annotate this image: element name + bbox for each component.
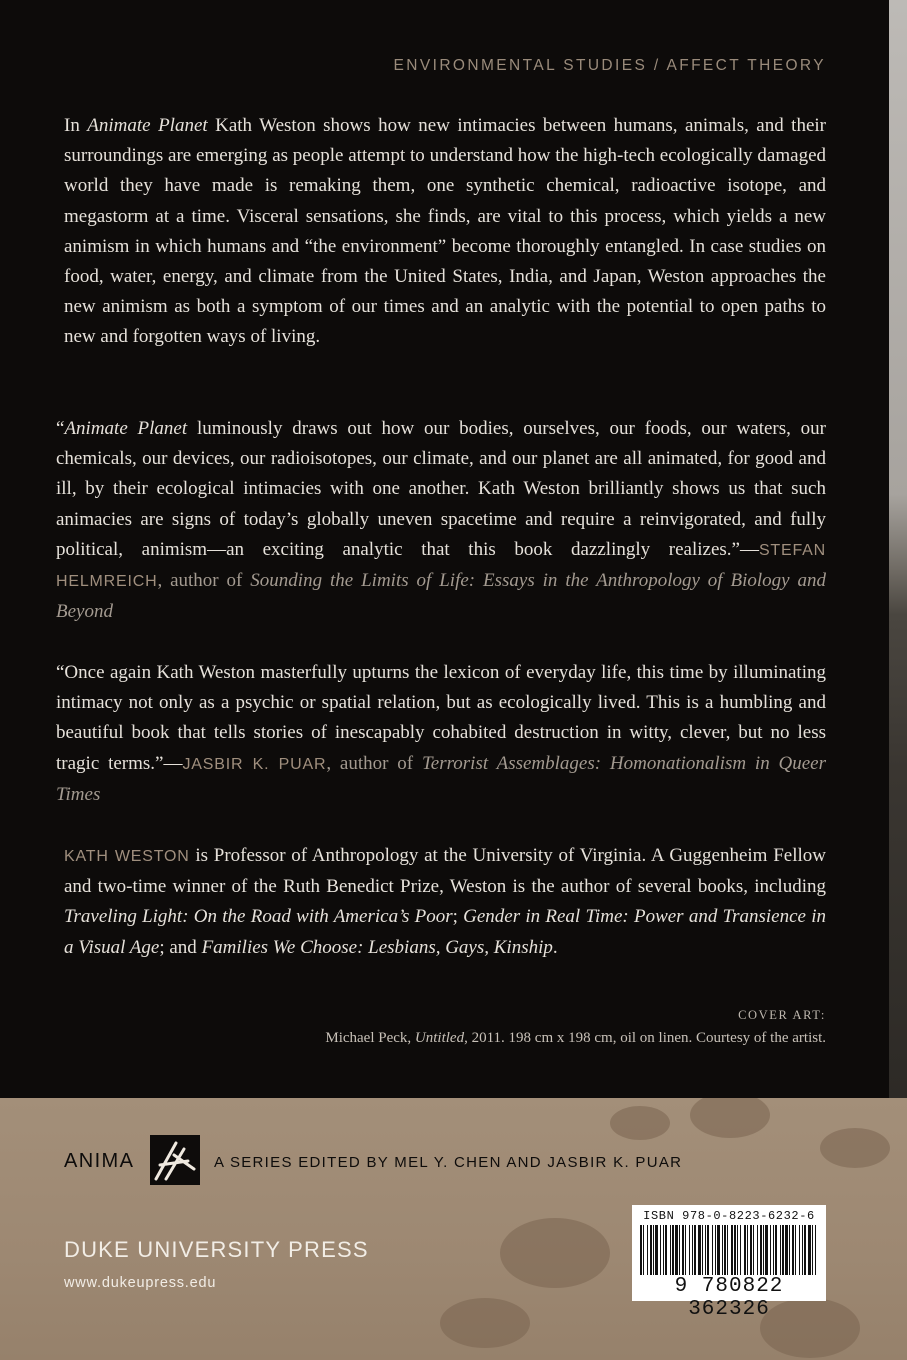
series-name: ANIMA xyxy=(64,1150,135,1172)
book-description xyxy=(64,111,826,353)
book-title: Animate Planet xyxy=(64,418,188,439)
bio-text: ; xyxy=(452,906,464,928)
quote-text: “Once again Kath Weston masterfully upturns the lexicon of everyday life, this time by illuminating intimacy not only as a psychic or spatial relation, but as ecologically lived. This is a humbling and beautiful book that tells stories of inescapably cohabited destruction in witty, clever, but no less tragic terms.”— xyxy=(56,662,826,774)
bio-text: ; and xyxy=(159,936,202,958)
bird-decoration xyxy=(500,1218,610,1288)
isbn-number: ISBN 978-0-8223-6232-6 xyxy=(643,1209,815,1223)
endorser-affiliation: , author of xyxy=(326,752,422,774)
endorser-name: STEFAN HELMREICH xyxy=(56,541,826,591)
endorser-affiliation: , author of xyxy=(157,570,251,592)
credit-text: Michael Peck, xyxy=(325,1030,415,1046)
series-editors: A SERIES EDITED BY MEL Y. CHEN AND JASBIR K. PUAR xyxy=(214,1154,683,1171)
subject-category: ENVIRONMENTAL STUDIES / AFFECT THEORY xyxy=(393,57,826,74)
endorsement-quote xyxy=(56,658,826,810)
bio-text: . xyxy=(552,936,558,958)
ean-number: 9 780822 362326 xyxy=(674,1275,784,1321)
author-bio xyxy=(64,841,826,963)
bio-text: is Professor of Anthropology at the University of Virginia. A Guggenheim Fellow and two-time winner of the Ruth Benedict Prize, Weston is the author of several books, including xyxy=(64,845,826,898)
bird-decoration xyxy=(690,1098,770,1138)
endorsement-quote xyxy=(56,414,826,627)
author-name: KATH WESTON xyxy=(64,848,190,865)
bird-decoration xyxy=(610,1106,670,1140)
bird-decoration xyxy=(820,1128,890,1168)
cover-art-heading: COVER ART: xyxy=(738,1008,826,1022)
quote-mark: “ xyxy=(56,418,65,439)
endorser-book-title: Sounding the Limits of Life: Essays in the Anthropology of Biology and Beyond xyxy=(56,570,827,623)
bird-decoration xyxy=(440,1298,530,1348)
blurb-text: In xyxy=(64,115,88,136)
book-title: Gender in Real Time: Power and Transience in a Visual Age xyxy=(64,906,826,958)
quote-text: luminously draws out how our bodies, ourselves, our foods, our waters, our chemicals, our devices, our radioisotopes, our climate, and our planet are all animated, for good and ill, by their ecological intimacies with one another. Kath Weston brilliantly shows us that such animacies are signs of today’s globally uneven spacetime and require a reinvigorated, and fully political, animism—an exciting analytic that this book dazzlingly realizes.”— xyxy=(56,418,827,560)
endorser-book-title: Terrorist Assemblages: Homonationalism in Queer Times xyxy=(56,752,826,805)
cover-art-credit xyxy=(325,1030,826,1047)
blurb-text: Kath Weston shows how new intimacies between humans, animals, and their surroundings are emerging as people attempt to understand how the high-tech ecologically damaged world they have made is remaking them, one synthetic chemical, radioactive isotope, and megastorm at a time. Visceral sensations, she finds, are vital to this process, which yields a new animism in which humans and “the environment” become thoroughly entangled. In case studies on food, water, energy, and climate from the United States, India, and Japan, Weston approaches the new animism as both a symptom of our times and an analytic with the potential to open paths to new and forgotten ways of living. xyxy=(64,115,827,348)
anima-logo-icon xyxy=(150,1135,200,1185)
book-title: Traveling Light: On the Road with America’s Poor xyxy=(64,906,453,928)
endorser-name: JASBIR K. PUAR xyxy=(182,755,327,773)
barcode-icon xyxy=(638,1225,820,1275)
publisher-url[interactable]: www.dukeupress.edu xyxy=(64,1275,217,1291)
publisher-name: DUKE UNIVERSITY PRESS xyxy=(64,1237,369,1262)
book-title: Animate Planet xyxy=(87,115,208,136)
cover-art-edge xyxy=(889,0,907,1098)
credit-text: , 2011. 198 cm x 198 cm, oil on linen. Courtesy of the artist. xyxy=(464,1030,826,1046)
anima-logo xyxy=(150,1135,200,1185)
book-title: Families We Choose: Lesbians, Gays, Kinship xyxy=(201,936,553,958)
artwork-title: Untitled xyxy=(414,1030,465,1046)
isbn-barcode xyxy=(632,1205,826,1321)
